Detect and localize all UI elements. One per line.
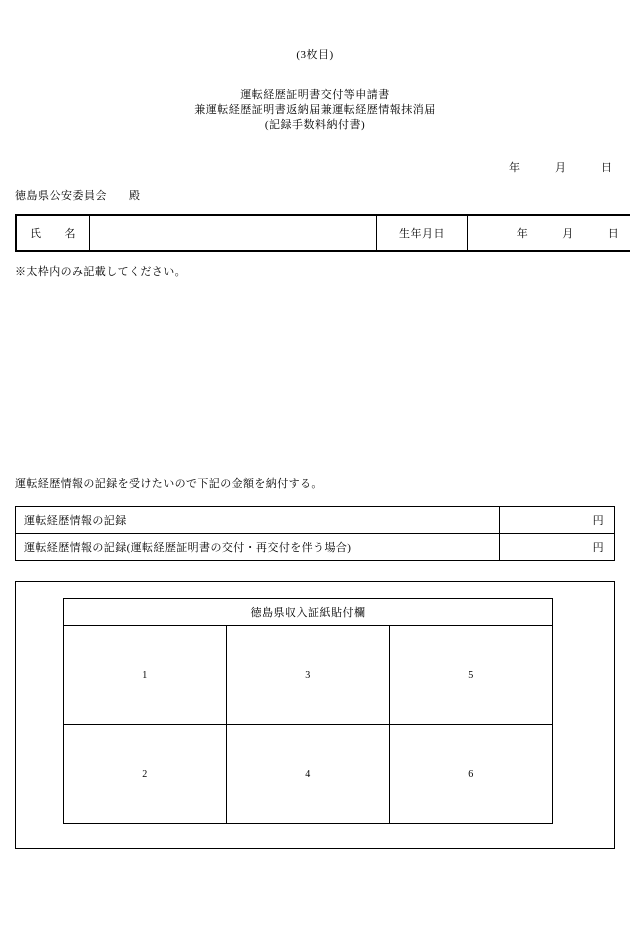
form-note: ※太枠内のみ記載してください。 [15, 263, 615, 279]
table-row [16, 507, 615, 534]
date-day-label: 日 [601, 159, 615, 175]
table-row [64, 599, 553, 626]
addressee [15, 187, 630, 203]
revenue-stamp-header: 徳島県収入証紙貼付欄 [64, 599, 553, 626]
date-year-label: 年 [509, 159, 555, 175]
fee-row-label-1: 運転経歴情報の記録 [16, 507, 500, 534]
birthdate-year-label: 年 [517, 225, 529, 241]
blank-spacer [0, 279, 630, 475]
page-marker: (3枚目) [0, 46, 630, 62]
table-row [64, 725, 553, 824]
table-row [64, 626, 553, 725]
addressee-honorific: 殿 [129, 190, 141, 202]
birthdate-input-field[interactable] [468, 215, 630, 251]
document-page [0, 46, 630, 949]
fee-intro-text: 運転経歴情報の記録を受けたいので下記の金額を納付する。 [15, 475, 615, 491]
stamp-cell-1[interactable]: 1 [64, 626, 227, 725]
document-title-line-1: 運転経歴証明書交付等申請書 [0, 88, 630, 103]
revenue-stamp-area [15, 581, 615, 849]
birthdate-label: 生年月日 [377, 215, 468, 251]
table-row [16, 215, 630, 251]
date-month-label: 月 [555, 159, 601, 175]
stamp-cell-3[interactable]: 3 [227, 626, 390, 725]
document-title [0, 88, 630, 133]
revenue-stamp-table [63, 598, 553, 824]
fee-table [15, 506, 615, 561]
stamp-cell-6[interactable]: 6 [390, 725, 553, 824]
birthdate-month-label: 月 [562, 225, 574, 241]
name-label: 氏 名 [16, 215, 90, 251]
stamp-cell-4[interactable]: 4 [227, 725, 390, 824]
stamp-cell-5[interactable]: 5 [390, 626, 553, 725]
document-title-line-2: 兼運転経歴証明書返納届兼運転経歴情報抹消届 [0, 103, 630, 118]
addressee-name: 徳島県公安委員会 [15, 190, 107, 202]
submission-date-line [509, 159, 615, 175]
fee-row-amount-1[interactable]: 円 [500, 507, 615, 534]
applicant-name-table [15, 214, 630, 252]
fee-row-label-2: 運転経歴情報の記録(運転経歴証明書の交付・再交付を伴う場合) [16, 534, 500, 561]
birthdate-day-label: 日 [608, 225, 620, 241]
document-title-line-3: (記録手数料納付書) [0, 118, 630, 133]
fee-row-amount-2[interactable]: 円 [500, 534, 615, 561]
table-row [16, 534, 615, 561]
date-row [0, 159, 630, 177]
stamp-cell-2[interactable]: 2 [64, 725, 227, 824]
name-input-field[interactable] [90, 215, 377, 251]
